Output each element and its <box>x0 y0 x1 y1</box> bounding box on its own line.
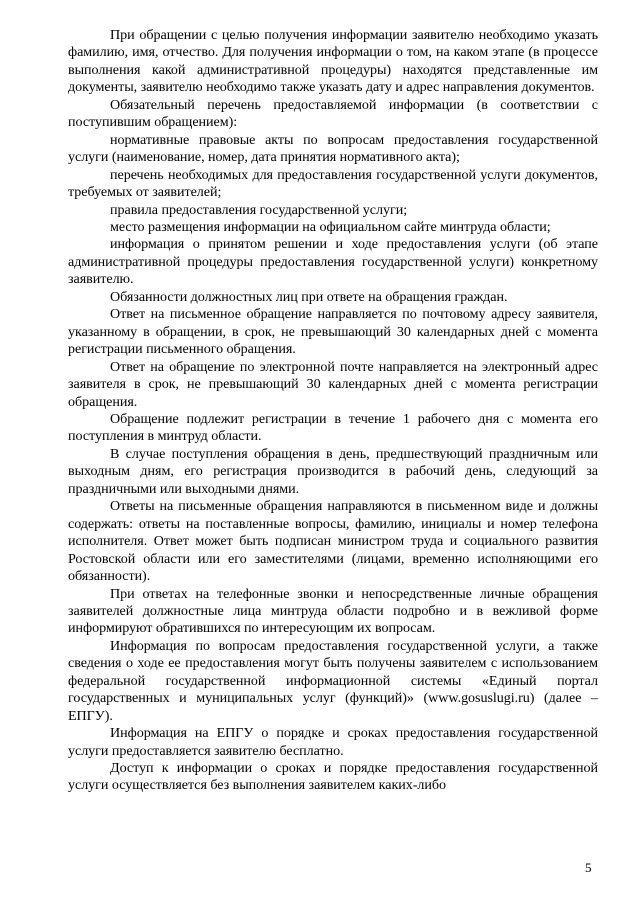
paragraph-website-location: место размещения информации на официальном сайте минтруда области; <box>110 218 551 235</box>
paragraph-written-reply: Ответ на письменное обращение направляется по почтовому адресу заявителя, указанному в обращении, в срок, не превышающий 30 календарных дней с момента регистрации письменного обращения. <box>68 306 598 358</box>
paragraph-reply-content: Ответы на письменные обращения направляются в письменном виде и должны содержать: ответы на поставленные вопросы, фамилию, инициалы и номер телефона исполнителя. Ответ может быть подписан министром труда и социального развития Ростовской области или его заместителями (лицами, временно исполняющими его обязанности). <box>68 498 598 585</box>
paragraph-phone-calls: При ответах на телефонные звонки и непосредственные личные обращения заявителей должностные лица минтруда области подробно и в вежливой форме информируют обратившихся по интересующим их вопросам. <box>68 585 598 637</box>
paragraph-holiday-registration: В случае поступления обращения в день, предшествующий праздничным или выходным дням, его регистрация производится в рабочий день, следующий за праздничными или выходными днями. <box>68 445 598 497</box>
paragraph-epgu-info: Информация по вопросам предоставления государственной услуги, а также сведения о ходе ее предоставления могут быть получены заявителем с использованием федеральной государственной информационной системы «Единый портал государственных и муниципальных услуг (функций)» (www.gosuslugi.ru) (далее – ЕПГУ). <box>68 637 598 724</box>
paragraph-official-duties: Обязанности должностных лиц при ответе на обращения граждан. <box>110 288 508 305</box>
paragraph-free-info: Информация на ЕПГУ о порядке и сроках предоставления государственной услуги предоставляется заявителю бесплатно. <box>68 725 598 759</box>
paragraph-email-reply: Ответ на обращение по электронной почте направляется на электронный адрес заявителя в срок, не превышающий 30 календарных дней с момента регистрации обращения. <box>68 358 598 410</box>
document-body <box>68 27 598 795</box>
paragraph-normative-acts: нормативные правовые акты по вопросам предоставления государственной услуги (наименование, номер, дата принятия нормативного акта); <box>68 131 598 166</box>
paragraph-service-rules: правила предоставления государственной услуги; <box>110 201 408 218</box>
paragraph-document-list: перечень необходимых для предоставления государственной услуги документов, требуемых от заявителей; <box>68 166 598 201</box>
paragraph-request-info: При обращении с целью получения информации заявителю необходимо указать фамилию, имя, отчество. Для получения информации о том, на каком этапе (в процессе выполнения какой административной процедуры) находятся представленные им документы, заявителю необходимо также указать дату и адрес направления документов. <box>68 27 598 96</box>
paragraph-access-info: Доступ к информации о сроках и порядке предоставления государственной услуги осуществляется без выполнения заявителем каких-либо <box>68 760 598 794</box>
paragraph-registration: Обращение подлежит регистрации в течение 1 рабочего дня с момента его поступления в минтруд области. <box>68 410 598 445</box>
paragraph-decision-info: информация о принятом решении и ходе предоставления услуги (об этапе административной процедуры предоставления государственной услуги) конкретному заявителю. <box>68 236 598 288</box>
paragraph-mandatory-list: Обязательный перечень предоставляемой информации (в соответствии с поступившим обращением): <box>68 96 598 131</box>
page-number: 5 <box>585 860 592 875</box>
